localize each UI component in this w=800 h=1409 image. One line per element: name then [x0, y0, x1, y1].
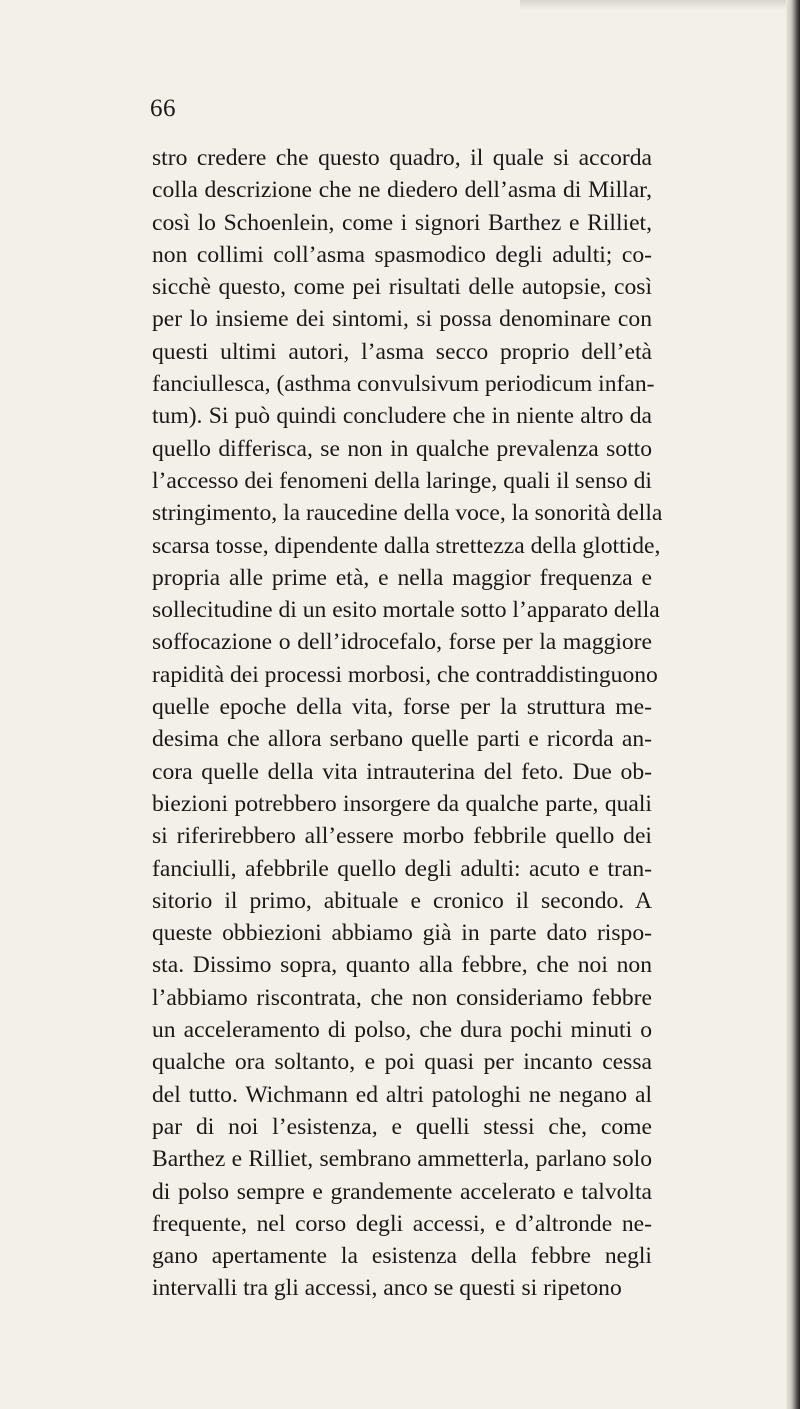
text-line: questi ultimi autori, l’asma secco proprio dell’età — [152, 338, 652, 365]
text-line: scarsa tosse, dipendente dalla strettezza della glottide, — [152, 532, 661, 559]
text-line: un acceleramento di polso, che dura pochi minuti o — [152, 1017, 652, 1044]
text-line: fanciulli, afebbrile quello degli adulti: acuto e tran- — [152, 855, 652, 882]
text-line: si riferirebbero all’essere morbo febbrile quello dei — [152, 823, 652, 850]
text-line: soffocazione o dell’idrocefalo, forse per la maggiore — [152, 629, 652, 656]
text-line: l’abbiamo riscontrata, che non consideriamo febbre — [152, 984, 652, 1011]
page-top-shadow — [520, 0, 786, 10]
text-line: qualche ora soltanto, e poi quasi per incanto cessa — [152, 1049, 652, 1076]
text-line: sitorio il primo, abituale e cronico il secondo. A — [152, 887, 652, 914]
text-line: par di noi l’esistenza, e quelli stessi che, come — [152, 1113, 652, 1140]
text-line: fanciullesca, (asthma convulsivum periodicum infan- — [152, 371, 655, 398]
page-binding-edge — [786, 0, 800, 1409]
text-line: rapidità dei processi morbosi, che contraddistinguono — [152, 661, 658, 688]
text-line: di polso sempre e grandemente accelerato e talvolta — [152, 1178, 652, 1205]
text-line: cora quelle della vita intrauterina del feto. Due ob- — [152, 758, 652, 785]
text-line: tum). Si può quindi concludere che in niente altro da — [152, 403, 652, 430]
text-line: Barthez e Rilliet, sembrano ammetterla, parlano solo — [152, 1146, 652, 1173]
text-line: biezioni potrebbero insorgere da qualche parte, quali — [152, 790, 652, 817]
text-line: sicchè questo, come pei risultati delle autopsie, così — [152, 274, 652, 301]
text-line: colla descrizione che ne diedero dell’asma di Millar, — [152, 177, 652, 204]
text-line: così lo Schoenlein, come i signori Barthez e Rilliet, — [152, 209, 652, 236]
text-line: sollecitudine di un esito mortale sotto l’apparato della — [152, 597, 660, 624]
text-line: queste obbiezioni abbiamo già in parte dato rispo- — [152, 920, 652, 947]
text-line: stro credere che questo quadro, il quale si accorda — [152, 145, 652, 171]
text-line: del tutto. Wichmann ed altri patologhi ne negano al — [152, 1081, 652, 1108]
text-line: stringimento, la raucedine della voce, la sonorità della — [152, 500, 663, 527]
text-line: quelle epoche della vita, forse per la struttura me- — [152, 694, 652, 721]
text-line: quello differisca, se non in qualche prevalenza sotto — [152, 435, 652, 462]
text-line: desima che allora serbano quelle parti e ricorda an- — [152, 726, 652, 753]
text-line: l’accesso dei fenomeni della laringe, quali il senso di — [152, 467, 652, 494]
text-line: propria alle prime età, e nella maggior frequenza e — [152, 564, 652, 591]
page-number: 66 — [150, 95, 176, 122]
text-line: intervalli tra gli accessi, anco se questi si ripetono — [152, 1275, 622, 1302]
body-text — [152, 142, 663, 1305]
text-line: frequente, nel corso degli accessi, e d’altronde ne- — [152, 1210, 652, 1237]
text-line: gano apertamente la esistenza della febbre negli — [152, 1243, 652, 1270]
text-line: per lo insieme dei sintomi, si possa denominare con — [152, 306, 652, 333]
text-line: non collimi coll’asma spasmodico degli adulti; co- — [152, 241, 652, 268]
text-line: sta. Dissimo sopra, quanto alla febbre, che noi non — [152, 952, 652, 979]
